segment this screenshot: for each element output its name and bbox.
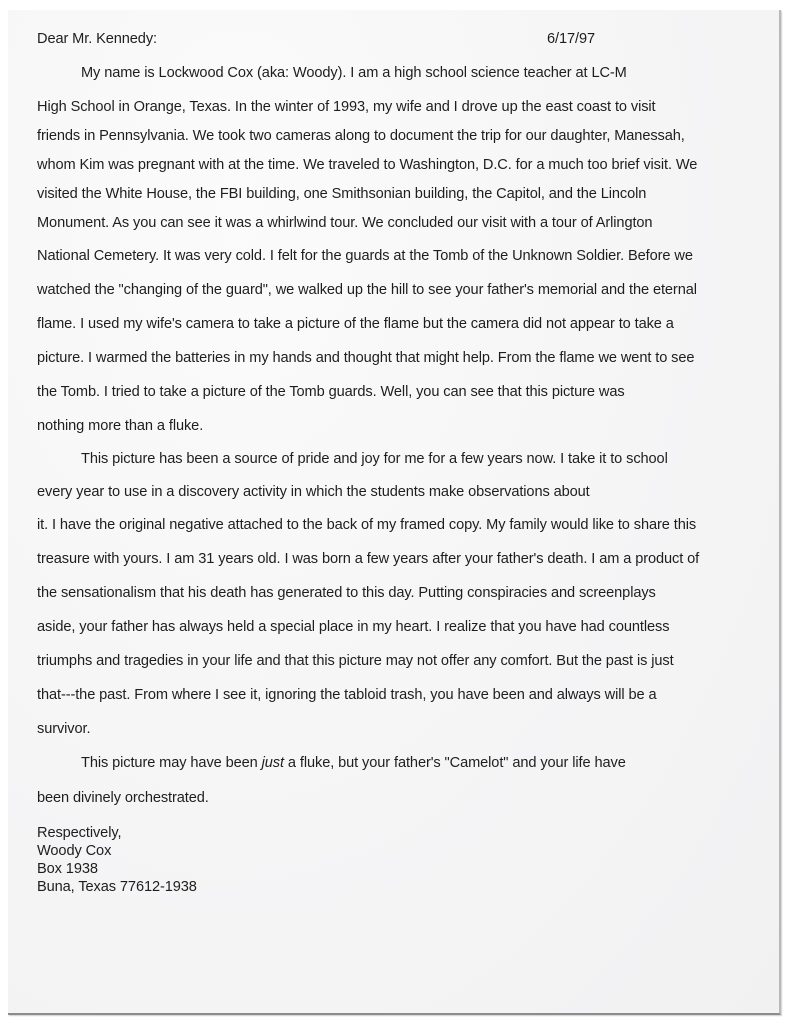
paragraph-line: the Tomb. I tried to take a picture of the Tomb guards. Well, you can see that this picture was [37,384,625,400]
paragraph-line: the sensationalism that his death has generated to this day. Putting conspiracies and screenplays [37,585,656,601]
valediction: Respectively, [37,825,122,841]
salutation: Dear Mr. Kennedy: [37,31,157,47]
paragraph-line [81,755,626,771]
paragraph-line: whom Kim was pregnant with at the time. We traveled to Washington, D.C. for a much too brief visit. We [37,157,698,173]
paragraph-line: every year to use in a discovery activity in which the students make observations about [37,484,590,500]
paragraph-line: watched the "changing of the guard", we walked up the hill to see your father's memorial and the eternal [37,282,697,298]
paragraph-line: been divinely orchestrated. [37,790,209,806]
paragraph-line: that---the past. From where I see it, ignoring the tabloid trash, you have been and always will be a [37,687,657,703]
paragraph-line: friends in Pennsylvania. We took two cameras along to document the trip for our daughter, Manessah, [37,128,685,144]
paragraph-line: treasure with yours. I am 31 years old. I was born a few years after your father's death. I am a product of [37,551,700,567]
letter-page [8,10,781,1015]
paragraph-line: it. I have the original negative attached to the back of my framed copy. My family would like to share this [37,517,697,533]
signer-name: Woody Cox [37,843,112,859]
paragraph-line: flame. I used my wife's camera to take a picture of the flame but the camera did not appear to take a [37,316,674,332]
address-line-1: Box 1938 [37,861,98,877]
paragraph-line: nothing more than a fluke. [37,418,204,434]
letter-date: 6/17/97 [547,31,595,47]
paragraph-line: My name is Lockwood Cox (aka: Woody). I am a high school science teacher at LC-M [81,65,627,81]
text-run: a fluke, but your father's "Camelot" and your life have [283,755,626,771]
paragraph-line: National Cemetery. It was very cold. I felt for the guards at the Tomb of the Unknown Soldier. Before we [37,248,693,264]
paragraph-line: Monument. As you can see it was a whirlwind tour. We concluded our visit with a tour of Arlington [37,215,653,231]
address-line-2: Buna, Texas 77612-1938 [37,879,197,895]
paragraph-line: aside, your father has always held a special place in my heart. I realize that you have had countless [37,619,670,635]
paragraph-line: survivor. [37,721,91,737]
paragraph-line: triumphs and tragedies in your life and that this picture may not offer any comfort. But the past is just [37,653,674,669]
paragraph-line: visited the White House, the FBI building, one Smithsonian building, the Capitol, and the Lincoln [37,186,647,202]
paragraph-line: picture. I warmed the batteries in my hands and thought that might help. From the flame we went to see [37,350,695,366]
text-run: This picture may have been [81,755,262,771]
paragraph-line: High School in Orange, Texas. In the winter of 1993, my wife and I drove up the east coast to visit [37,99,656,115]
paragraph-line: This picture has been a source of pride and joy for me for a few years now. I take it to school [81,451,668,467]
emphasized-text: just [261,755,284,771]
